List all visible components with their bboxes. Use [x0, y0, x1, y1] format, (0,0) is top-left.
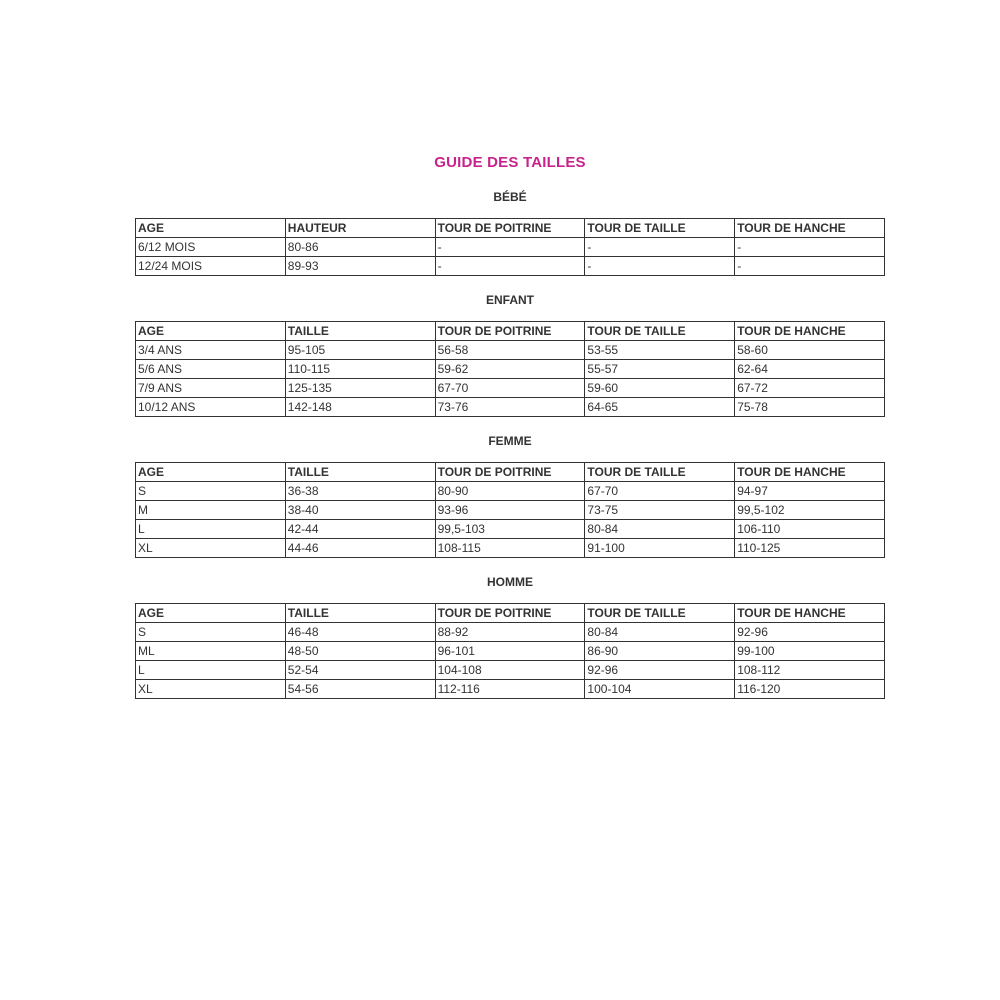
column-header: TOUR DE HANCHE — [735, 219, 885, 238]
table-cell: 36-38 — [285, 482, 435, 501]
table-cell: 59-60 — [585, 379, 735, 398]
table-cell: 96-101 — [435, 642, 585, 661]
table-header — [136, 463, 885, 482]
size-section-enfant — [135, 293, 885, 417]
table-cell: 110-125 — [735, 539, 885, 558]
table-cell: 5/6 ANS — [136, 360, 286, 379]
table-cell: 73-76 — [435, 398, 585, 417]
section-label: HOMME — [487, 575, 533, 589]
table-cell: 12/24 MOIS — [136, 257, 286, 276]
table-body — [136, 341, 885, 417]
table-cell: 125-135 — [285, 379, 435, 398]
table-cell: 53-55 — [585, 341, 735, 360]
column-header: TOUR DE TAILLE — [585, 219, 735, 238]
column-header: TOUR DE POITRINE — [435, 463, 585, 482]
table-cell: L — [136, 661, 286, 680]
table-row — [136, 642, 885, 661]
table-cell: M — [136, 501, 286, 520]
table-cell: 67-70 — [585, 482, 735, 501]
table-cell: - — [735, 257, 885, 276]
column-header: TOUR DE TAILLE — [585, 604, 735, 623]
table-cell: 80-90 — [435, 482, 585, 501]
table-body — [136, 482, 885, 558]
table-cell: 48-50 — [285, 642, 435, 661]
table-cell: 99-100 — [735, 642, 885, 661]
table-cell: 106-110 — [735, 520, 885, 539]
table-cell: 64-65 — [585, 398, 735, 417]
table-cell: 67-70 — [435, 379, 585, 398]
table-cell: 142-148 — [285, 398, 435, 417]
table-cell: - — [435, 238, 585, 257]
column-header: TAILLE — [285, 604, 435, 623]
table-cell: 94-97 — [735, 482, 885, 501]
table-row — [136, 501, 885, 520]
size-section-femme — [135, 434, 885, 558]
table-cell: XL — [136, 539, 286, 558]
table-cell: 91-100 — [585, 539, 735, 558]
table-row — [136, 379, 885, 398]
table-cell: 112-116 — [435, 680, 585, 699]
table-cell: XL — [136, 680, 286, 699]
size-table — [135, 462, 885, 558]
table-cell: 92-96 — [585, 661, 735, 680]
table-cell: 86-90 — [585, 642, 735, 661]
table-cell: 110-115 — [285, 360, 435, 379]
column-header: AGE — [136, 463, 286, 482]
table-row — [136, 539, 885, 558]
table-cell: 58-60 — [735, 341, 885, 360]
header-row — [136, 219, 885, 238]
table-cell: 89-93 — [285, 257, 435, 276]
table-cell: 99,5-103 — [435, 520, 585, 539]
table-row — [136, 623, 885, 642]
header-row — [136, 463, 885, 482]
column-header: AGE — [136, 219, 286, 238]
sections-container — [135, 190, 885, 699]
table-cell: 80-84 — [585, 520, 735, 539]
table-body — [136, 623, 885, 699]
table-row — [136, 520, 885, 539]
table-header — [136, 604, 885, 623]
size-table — [135, 218, 885, 276]
table-cell: 56-58 — [435, 341, 585, 360]
table-row — [136, 238, 885, 257]
table-row — [136, 257, 885, 276]
table-cell: 59-62 — [435, 360, 585, 379]
table-cell: - — [735, 238, 885, 257]
table-cell: 104-108 — [435, 661, 585, 680]
table-cell: 46-48 — [285, 623, 435, 642]
page-title: GUIDE DES TAILLES — [434, 154, 586, 171]
section-label: BÉBÉ — [493, 190, 527, 204]
table-cell: 92-96 — [735, 623, 885, 642]
size-table — [135, 321, 885, 417]
table-cell: 100-104 — [585, 680, 735, 699]
table-cell: 38-40 — [285, 501, 435, 520]
table-cell: S — [136, 482, 286, 501]
column-header: TOUR DE HANCHE — [735, 463, 885, 482]
table-cell: 116-120 — [735, 680, 885, 699]
table-cell: 67-72 — [735, 379, 885, 398]
column-header: TOUR DE POITRINE — [435, 322, 585, 341]
table-row — [136, 341, 885, 360]
column-header: TOUR DE POITRINE — [435, 604, 585, 623]
table-cell: 95-105 — [285, 341, 435, 360]
column-header: TAILLE — [285, 463, 435, 482]
table-cell: 108-115 — [435, 539, 585, 558]
table-cell: 73-75 — [585, 501, 735, 520]
column-header: HAUTEUR — [285, 219, 435, 238]
table-cell: 42-44 — [285, 520, 435, 539]
content-area — [135, 0, 885, 699]
table-header — [136, 322, 885, 341]
section-label: ENFANT — [486, 293, 534, 307]
column-header: TAILLE — [285, 322, 435, 341]
table-cell: S — [136, 623, 286, 642]
table-cell: 88-92 — [435, 623, 585, 642]
table-row — [136, 680, 885, 699]
table-cell: 3/4 ANS — [136, 341, 286, 360]
table-header — [136, 219, 885, 238]
table-cell: L — [136, 520, 286, 539]
section-label: FEMME — [488, 434, 532, 448]
column-header: AGE — [136, 322, 286, 341]
header-row — [136, 604, 885, 623]
size-section-homme — [135, 575, 885, 699]
table-row — [136, 661, 885, 680]
table-cell: 75-78 — [735, 398, 885, 417]
table-body — [136, 238, 885, 276]
table-cell: 93-96 — [435, 501, 585, 520]
table-cell: ML — [136, 642, 286, 661]
size-section-bebe — [135, 190, 885, 276]
table-cell: - — [585, 257, 735, 276]
table-cell: 62-64 — [735, 360, 885, 379]
table-cell: - — [585, 238, 735, 257]
column-header: TOUR DE TAILLE — [585, 322, 735, 341]
column-header: TOUR DE POITRINE — [435, 219, 585, 238]
column-header: TOUR DE TAILLE — [585, 463, 735, 482]
table-cell: 108-112 — [735, 661, 885, 680]
size-table — [135, 603, 885, 699]
table-cell: 55-57 — [585, 360, 735, 379]
table-cell: 6/12 MOIS — [136, 238, 286, 257]
table-row — [136, 482, 885, 501]
table-cell: 10/12 ANS — [136, 398, 286, 417]
table-cell: 80-84 — [585, 623, 735, 642]
table-cell: - — [435, 257, 585, 276]
column-header: TOUR DE HANCHE — [735, 322, 885, 341]
table-cell: 7/9 ANS — [136, 379, 286, 398]
table-cell: 44-46 — [285, 539, 435, 558]
table-cell: 52-54 — [285, 661, 435, 680]
header-row — [136, 322, 885, 341]
column-header: AGE — [136, 604, 286, 623]
table-cell: 99,5-102 — [735, 501, 885, 520]
table-cell: 54-56 — [285, 680, 435, 699]
table-row — [136, 360, 885, 379]
table-cell: 80-86 — [285, 238, 435, 257]
table-row — [136, 398, 885, 417]
column-header: TOUR DE HANCHE — [735, 604, 885, 623]
